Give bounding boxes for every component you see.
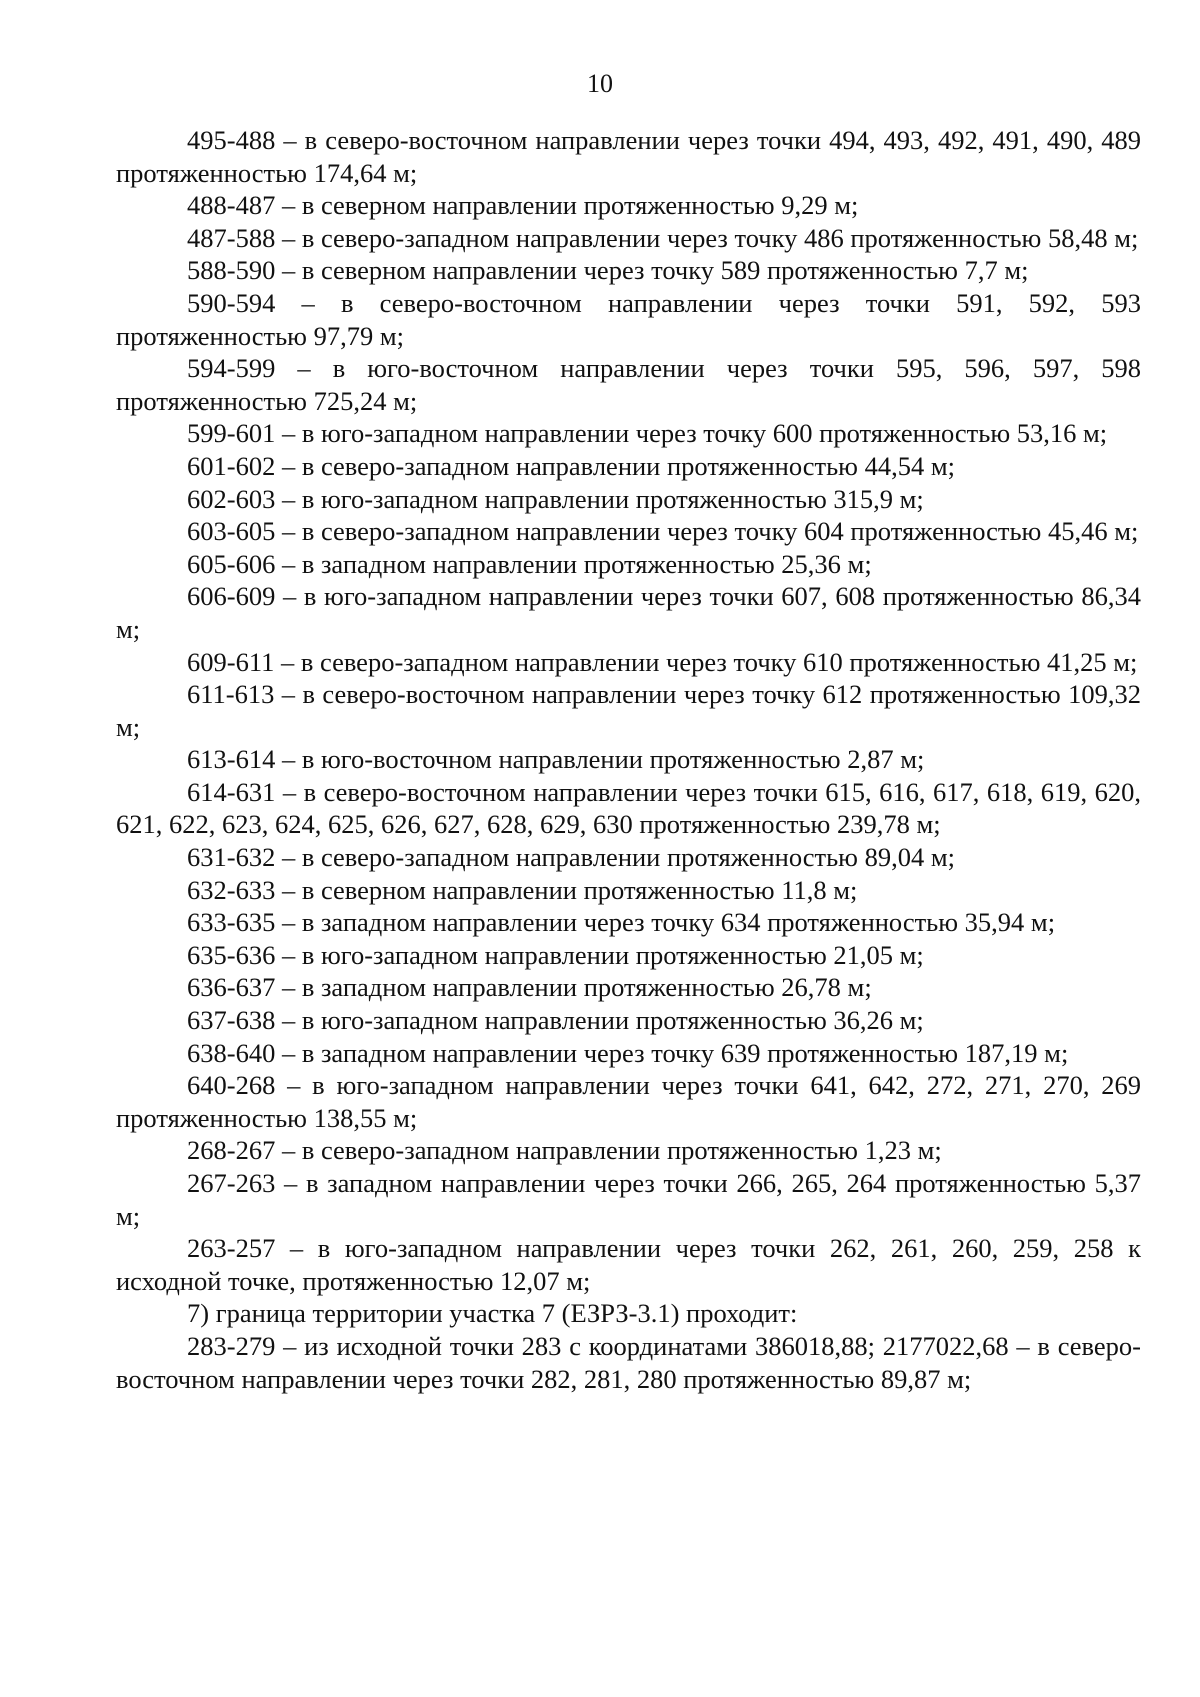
paragraph-588-590: 588-590 – в северном направлении через точку 589 протяженностью 7,7 м; bbox=[187, 255, 1029, 286]
paragraph-495-488: 495-488 – в северо-восточном направлении через точки 494, 493, 492, 491, 490, 489 протяженностью 174,64 м; bbox=[116, 125, 1141, 188]
paragraph-611-613: 611-613 – в северо-восточном направлении через точку 612 протяженностью 109,32 м; bbox=[116, 679, 1141, 742]
paragraph-487-588: 487-588 – в северо-западном направлении через точку 486 протяженностью 58,48 м; bbox=[187, 222, 1139, 253]
paragraph-635-636: 635-636 – в юго-западном направлении протяженностью 21,05 м; bbox=[187, 939, 924, 970]
paragraph-613-614: 613-614 – в юго-восточном направлении протяженностью 2,87 м; bbox=[187, 744, 925, 775]
paragraph-268-267: 268-267 – в северо-западном направлении протяженностью 1,23 м; bbox=[187, 1135, 942, 1166]
paragraph-601-602: 601-602 – в северо-западном направлении протяженностью 44,54 м; bbox=[187, 450, 955, 481]
paragraph-631-632: 631-632 – в северо-западном направлении протяженностью 89,04 м; bbox=[187, 842, 955, 873]
paragraph-609-611: 609-611 – в северо-западном направлении через точку 610 протяженностью 41,25 м; bbox=[187, 646, 1138, 677]
paragraph-590-594: 590-594 – в северо-восточном направлении через точки 591, 592, 593 протяженностью 97,79 м; bbox=[116, 287, 1141, 351]
paragraph-602-603: 602-603 – в юго-западном направлении протяженностью 315,9 м; bbox=[187, 483, 924, 514]
paragraph-632-633: 632-633 – в северном направлении протяженностью 11,8 м; bbox=[187, 874, 858, 905]
paragraph-637-638: 637-638 – в юго-западном направлении протяженностью 36,26 м; bbox=[187, 1005, 924, 1036]
paragraph-633-635: 633-635 – в западном направлении через точку 634 протяженностью 35,94 м; bbox=[187, 907, 1056, 938]
paragraph-606-609: 606-609 – в юго-западном направлении через точки 607, 608 протяженностью 86,34 м; bbox=[116, 581, 1141, 644]
paragraph-599-601: 599-601 – в юго-западном направлении через точку 600 протяженностью 53,16 м; bbox=[187, 418, 1108, 449]
paragraph-488-487: 488-487 – в северном направлении протяженностью 9,29 м; bbox=[187, 190, 859, 221]
page-number: 10 bbox=[587, 69, 613, 98]
paragraph-605-606: 605-606 – в западном направлении протяженностью 25,36 м; bbox=[187, 548, 872, 579]
paragraph-283-279: 283-279 – из исходной точки 283 с координатами 386018,88; 2177022,68 – в северо-восточном направлении через точки 282, 281, 280 протяженностью 89,87 м; bbox=[116, 1330, 1141, 1394]
paragraph-638-640: 638-640 – в западном направлении через точку 639 протяженностью 187,19 м; bbox=[187, 1037, 1069, 1068]
paragraph-267-263: 267-263 – в западном направлении через точки 266, 265, 264 протяженностью 5,37 м; bbox=[116, 1168, 1141, 1231]
paragraph-640-268: 640-268 – в юго-западном направлении через точки 641, 642, 272, 271, 270, 269 протяженностью 138,55 м; bbox=[116, 1070, 1141, 1133]
paragraph-614-631: 614-631 – в северо-восточном направлении через точки 615, 616, 617, 618, 619, 620, 621, 622, 623, 624, 625, 626, 627, 628, 629, 630 протяженностью 239,78 м; bbox=[116, 776, 1141, 840]
paragraph-263-257: 263-257 – в юго-западном направлении через точки 262, 261, 260, 259, 258 к исходной точке, протяженностью 12,07 м; bbox=[116, 1233, 1141, 1296]
paragraph-603-605: 603-605 – в северо-западном направлении через точку 604 протяженностью 45,46 м; bbox=[187, 516, 1139, 547]
paragraph-594-599: 594-599 – в юго-восточном направлении через точки 595, 596, 597, 598 протяженностью 725,24 м; bbox=[116, 353, 1141, 416]
section-heading-plot-7: 7) граница территории участка 7 (ЕЗРЗ-3.1) проходит: bbox=[187, 1298, 798, 1329]
paragraph-636-637: 636-637 – в западном направлении протяженностью 26,78 м; bbox=[187, 972, 872, 1003]
document-body bbox=[116, 124, 1141, 1395]
